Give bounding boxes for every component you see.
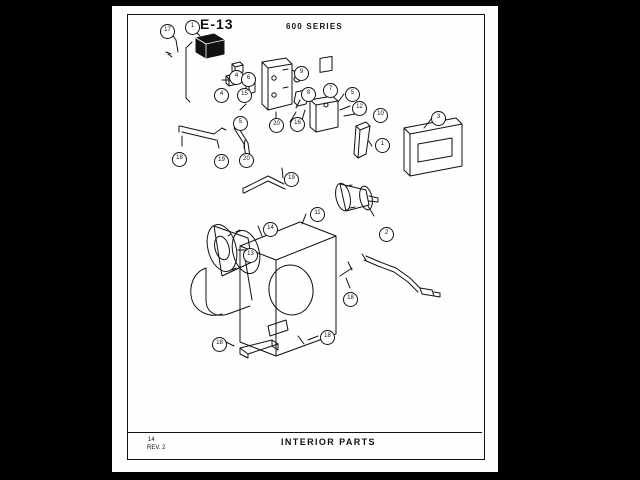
page-title: E-13 — [200, 16, 234, 32]
callout-bubble[interactable]: 18 — [172, 152, 187, 167]
series-label: 600 SERIES — [286, 22, 343, 31]
callout-bubble[interactable]: 18 — [343, 292, 358, 307]
callout-leader-group — [346, 262, 352, 288]
callout-bubble[interactable]: 1 — [375, 138, 390, 153]
callout-bubble[interactable]: 16 — [290, 117, 305, 132]
callout-bubble[interactable]: 19 — [284, 172, 299, 187]
callout-leader — [298, 336, 304, 344]
callout-bubble[interactable]: 9 — [294, 66, 309, 81]
scroll-outline — [206, 268, 250, 315]
callout-leader-group — [182, 136, 245, 148]
callout-bubble[interactable]: 14 — [263, 222, 278, 237]
callout-bubble[interactable]: 17 — [160, 24, 175, 39]
callout-bubble[interactable]: 18 — [320, 330, 335, 345]
callout-bubble[interactable]: 20 — [269, 118, 284, 133]
callout-bubble[interactable]: 11 — [310, 207, 325, 222]
callout-leader — [282, 168, 283, 178]
relay-block-icon — [196, 34, 224, 58]
callout-leader — [308, 336, 318, 340]
access-panel-icon — [404, 118, 462, 176]
callout-bubble[interactable]: 1 — [185, 20, 200, 35]
callout-leader — [340, 268, 352, 276]
callout-leader — [258, 226, 262, 236]
lead-wire — [186, 42, 192, 102]
power-cord-icon — [362, 254, 440, 297]
callout-bubble[interactable]: 4 — [214, 88, 229, 103]
callout-bubble[interactable]: 5 — [345, 87, 360, 102]
revision-label: REV. 2 — [147, 445, 166, 451]
callout-leader-group — [276, 100, 300, 118]
callout-bubble[interactable]: 2 — [379, 227, 394, 242]
motor-icon — [333, 182, 378, 212]
arrow-tip — [166, 52, 172, 57]
callout-bubble[interactable]: 10 — [373, 108, 388, 123]
callout-bubble[interactable]: 15 — [237, 88, 252, 103]
callout-bubble[interactable]: 8 — [301, 87, 316, 102]
callout-bubble[interactable]: 4 — [229, 70, 244, 85]
callout-bubble[interactable]: 5 — [233, 116, 248, 131]
callout-leader — [368, 140, 372, 146]
callout-bubble[interactable]: 19 — [214, 154, 229, 169]
callout-bubble[interactable]: 12 — [352, 101, 367, 116]
page-number: 14 — [148, 437, 155, 443]
callout-bubble[interactable]: 6 — [241, 72, 256, 87]
support-rod-icon — [243, 176, 285, 193]
callout-bubble[interactable]: 20 — [239, 153, 254, 168]
callout-leader — [302, 214, 306, 224]
callout-bubble[interactable]: 7 — [323, 83, 338, 98]
bracket-plate-icon — [262, 58, 292, 110]
support-rod-icon — [179, 126, 226, 140]
callout-bubble[interactable]: 13 — [243, 248, 258, 263]
callout-bubble[interactable]: 3 — [431, 111, 446, 126]
footer-title: INTERIOR PARTS — [281, 437, 376, 447]
callout-bubble[interactable]: 18 — [212, 337, 227, 352]
